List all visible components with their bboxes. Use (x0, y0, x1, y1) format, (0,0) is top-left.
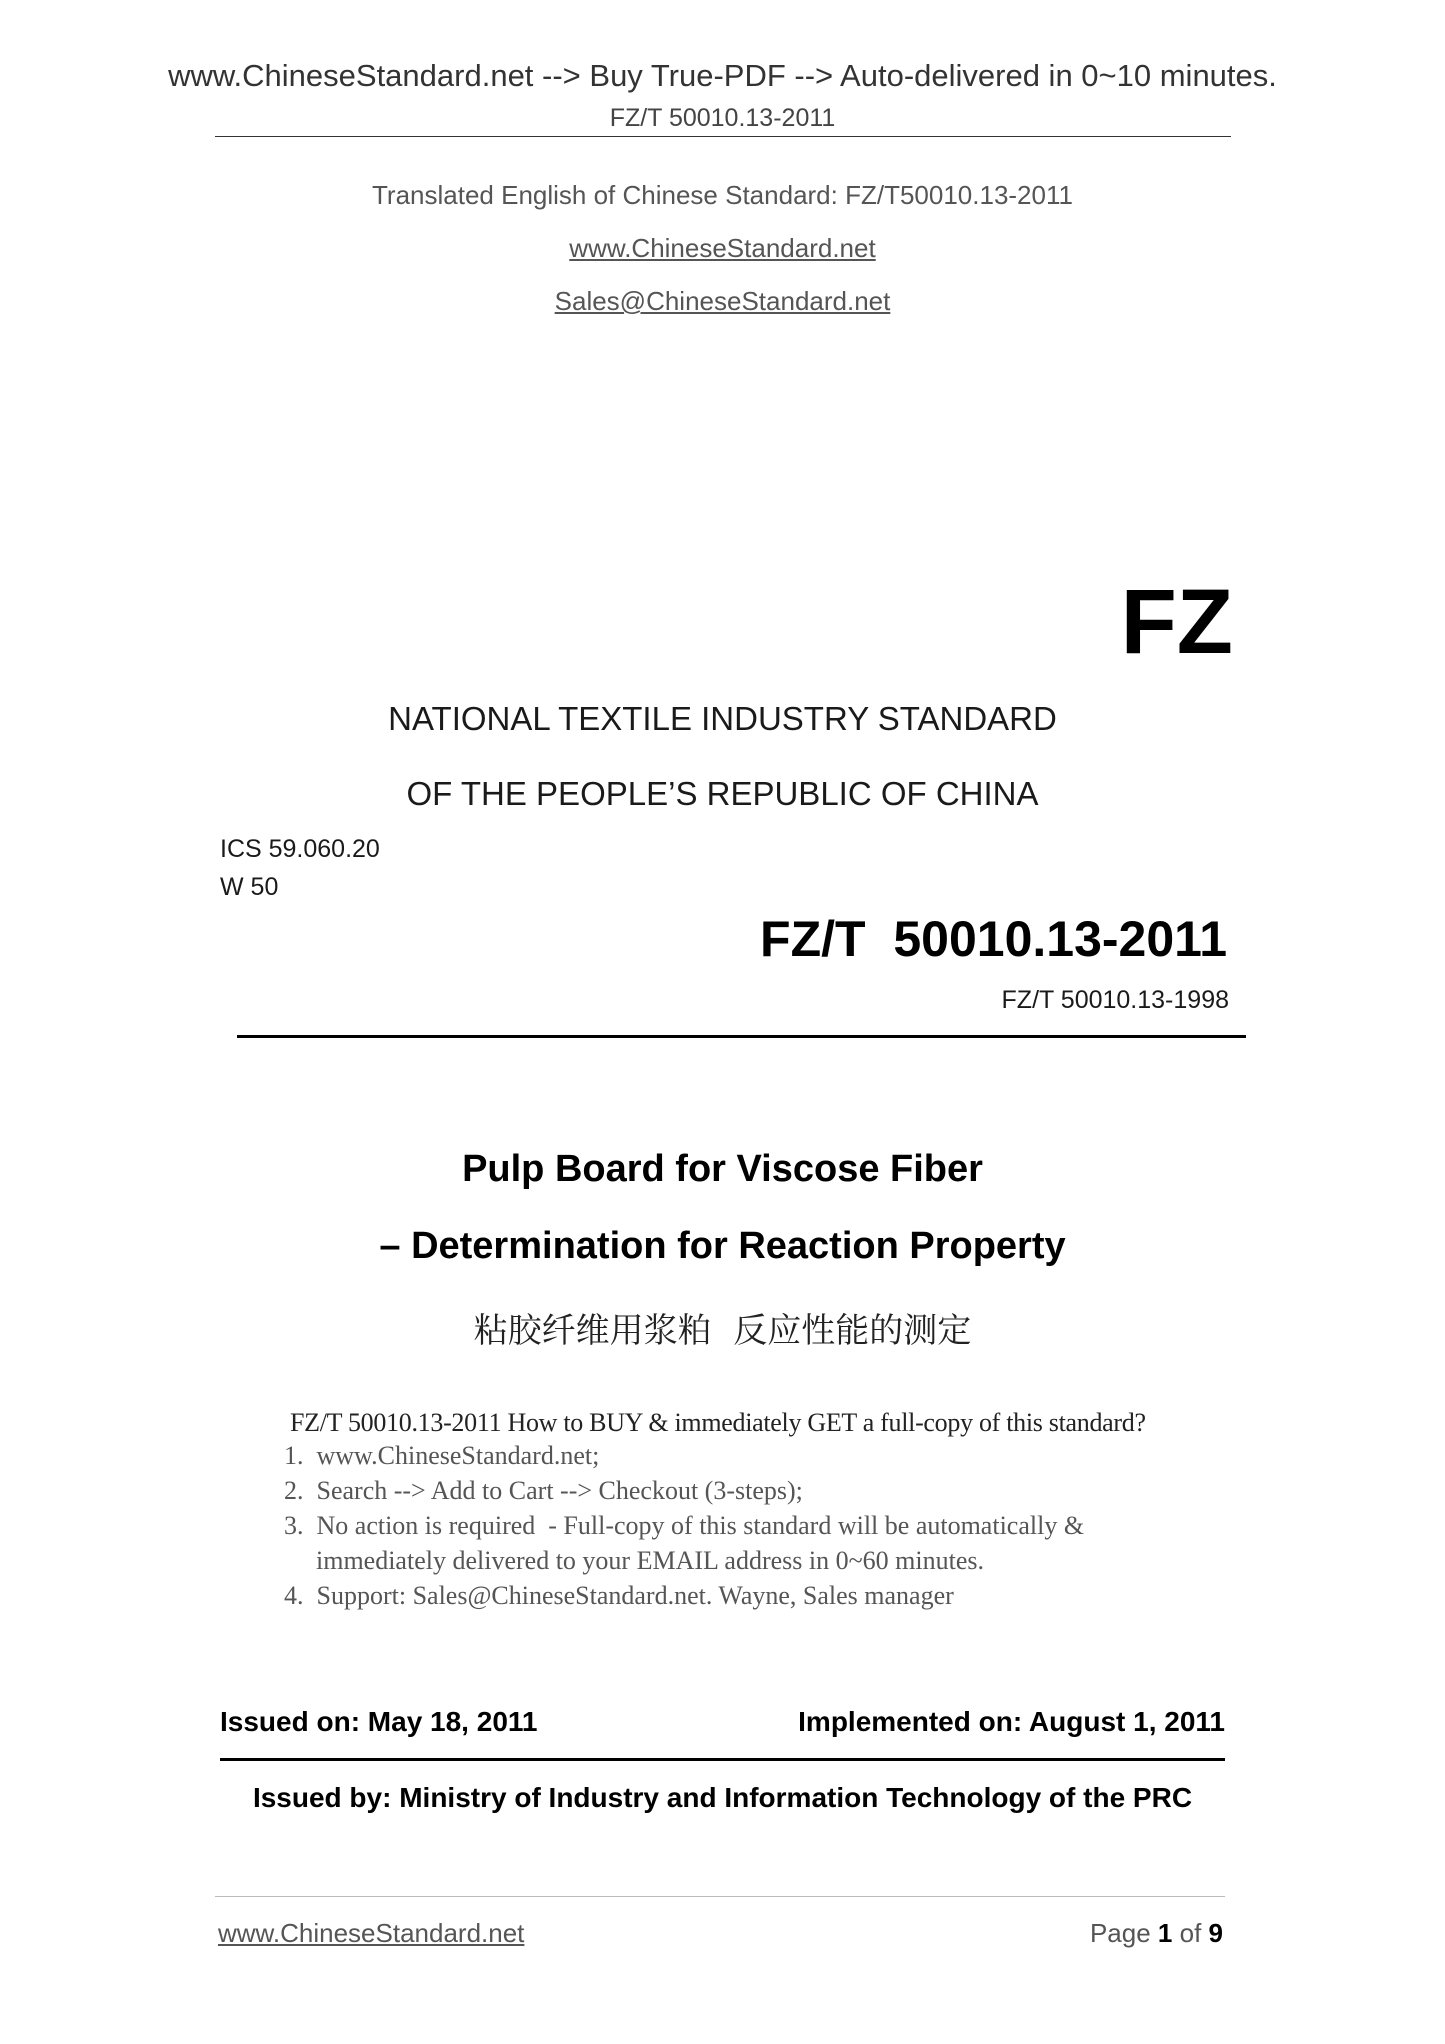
purchase-step: 2. Search --> Add to Cart --> Checkout (3-steps); (284, 1476, 803, 1505)
purchase-step: 3. No action is required - Full-copy of this standard will be automatically & (284, 1511, 1085, 1540)
site-link[interactable]: www.ChineseStandard.net (569, 233, 876, 263)
footer-divider (215, 1896, 1225, 1897)
translated-notice: Translated English of Chinese Standard: FZ/T50010.13-2011 (372, 180, 1073, 210)
purchase-step: 4. Support: Sales@ChineseStandard.net. Wayne, Sales manager (284, 1581, 954, 1610)
cover-divider (237, 1035, 1246, 1038)
footer-site-link[interactable]: www.ChineseStandard.net (218, 1918, 525, 1948)
page-prefix: Page (1089, 1918, 1158, 1948)
purchase-heading: FZ/T 50010.13-2011 How to BUY & immediately GET a full-copy of this standard? (290, 1408, 1146, 1437)
header-banner: www.ChineseStandard.net --> Buy True-PDF --> Auto-delivered in 0~10 minutes. (168, 58, 1277, 93)
email-link[interactable]: Sales@ChineseStandard.net (554, 286, 891, 316)
dates-divider (220, 1758, 1225, 1761)
classification-code: W 50 (220, 873, 279, 901)
org-line-2: OF THE PEOPLE’S REPUBLIC OF CHINA (406, 775, 1039, 812)
header-divider (215, 136, 1231, 137)
page-total: 9 (1208, 1918, 1223, 1948)
implemented-on-date: Implemented on: August 1, 2011 (798, 1706, 1225, 1737)
page-current: 1 (1157, 1918, 1173, 1948)
issued-by: Issued by: Ministry of Industry and Information Technology of the PRC (252, 1782, 1193, 1813)
purchase-step-continuation: immediately delivered to your EMAIL address in 0~60 minutes. (316, 1546, 985, 1575)
fz-mark: FZ (1120, 571, 1233, 673)
replaced-standard: FZ/T 50010.13-1998 (1001, 986, 1229, 1014)
document-title-line-2: – Determination for Reaction Property (379, 1225, 1066, 1267)
header-standard-code: FZ/T 50010.13-2011 (609, 104, 836, 132)
email-link-row (0, 286, 1445, 317)
page-mid: of (1172, 1918, 1209, 1948)
site-link-row (0, 233, 1445, 264)
issued-on-date: Issued on: May 18, 2011 (220, 1706, 538, 1737)
standard-number: FZ/T 50010.13-2011 (760, 911, 1227, 967)
purchase-step: 1. www.ChineseStandard.net; (284, 1441, 600, 1470)
org-line-1: NATIONAL TEXTILE INDUSTRY STANDARD (388, 700, 1057, 737)
document-title-chinese: 粘胶纤维用浆粕 反应性能的测定 (473, 1311, 972, 1351)
page-indicator (1090, 1918, 1223, 1949)
footer-site-row (218, 1918, 524, 1949)
document-title-line-1: Pulp Board for Viscose Fiber (462, 1148, 983, 1190)
ics-code: ICS 59.060.20 (220, 835, 380, 863)
